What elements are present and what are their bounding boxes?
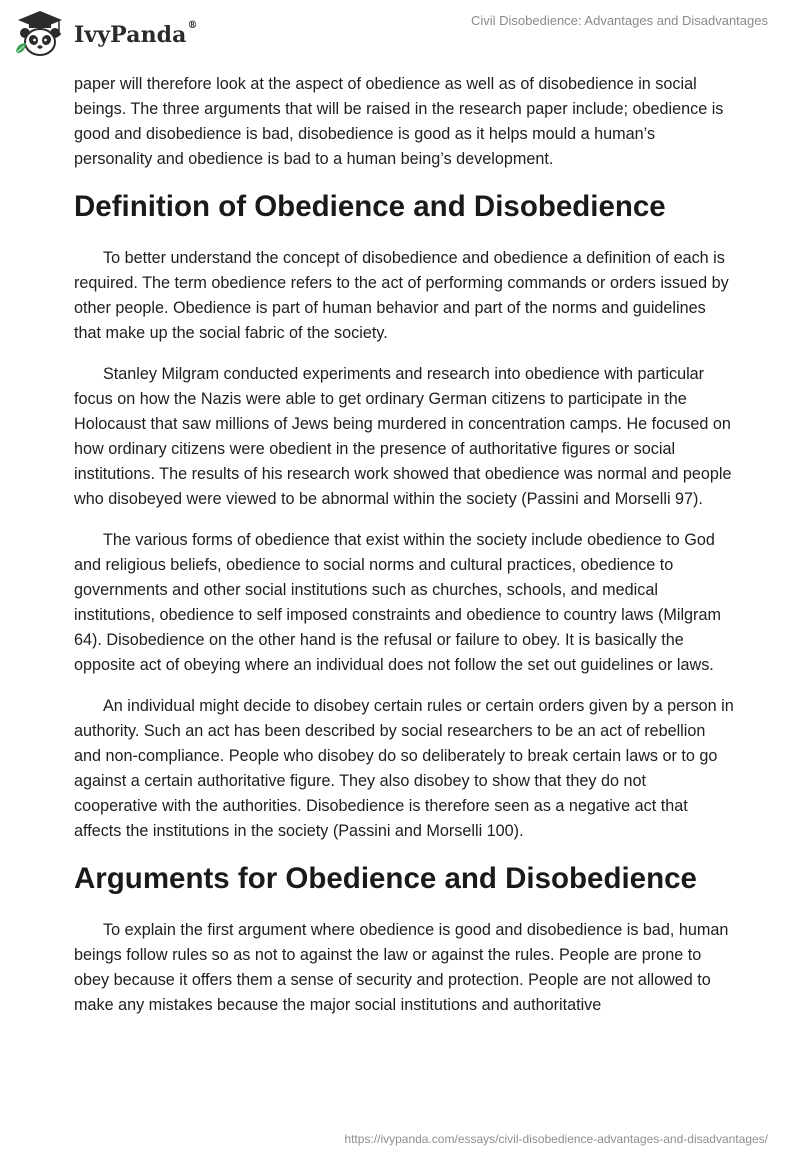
document-title: Civil Disobedience: Advantages and Disadvantages xyxy=(470,13,768,28)
section-heading-arguments: Arguments for Obedience and Disobedience xyxy=(74,862,697,895)
brand-name: IvyPanda® xyxy=(74,20,198,48)
section-heading-definition: Definition of Obedience and Disobedience xyxy=(74,190,666,223)
article-body xyxy=(74,72,734,1034)
paragraph: To explain the first argument where obedience is good and disobedience is bad, human beings follow rules so as not to against the law or against the rules. People are prone to obey because it offers them a sense of security and protection. People are not allowed to make any mistakes because the major social institutions and authoritative xyxy=(74,921,729,1014)
registered-mark: ® xyxy=(187,20,198,31)
intro-paragraph: paper will therefore look at the aspect of obedience as well as of disobedience in social beings. The three arguments that will be raised in the research paper include; obedience is good and disobedience is bad, disobedience is good as it helps mould a human’s personality and obedience is bad to a human being’s development. xyxy=(74,75,724,168)
paragraph: To better understand the concept of disobedience and obedience a definition of each is required. The term obedience refers to the act of performing commands or orders issued by other people. Obedience is part of human behavior and part of the norms and guidelines that make up the social fabric of the society. xyxy=(74,249,729,342)
brand-logo[interactable] xyxy=(12,9,198,59)
paragraph: An individual might decide to disobey certain rules or certain orders given by a person in authority. Such an act has been described by social researchers to be an act of rebellion and non-compliance. People who disobey do so deliberately to break certain laws or to go against a certain authoritative figure. They also disobey to show that they do not cooperative with the authorities. Disobedience is therefore seen as a negative act that affects the institutions in the society (Passini and Morselli 100). xyxy=(74,697,734,840)
panda-graduate-logo-icon xyxy=(12,9,68,59)
paragraph: The various forms of obedience that exist within the society include obedience to God and religious beliefs, obedience to social norms and cultural practices, obedience to governments and other social institutions such as churches, schools, and medical institutions, obedience to self imposed constraints and obedience to country laws (Milgram 64). Disobedience on the other hand is the refusal or failure to obey. It is basically the opposite act of obeying where an individual does not follow the set out guidelines or laws. xyxy=(74,531,721,674)
source-url[interactable]: https://ivypanda.com/essays/civil-disobedience-advantages-and-disadvantages/ xyxy=(344,1132,768,1146)
paragraph: Stanley Milgram conducted experiments and research into obedience with particular focus on how the Nazis were able to get ordinary German citizens to participate in the Holocaust that saw millions of Jews being murdered in concentration camps. He focused on how ordinary citizens were obedient in the presence of authoritative figures or social institutions. The results of his research work showed that obedience was normal and people who disobeyed were viewed to be abnormal within the society (Passini and Morselli 97). xyxy=(74,365,732,508)
header xyxy=(0,0,800,68)
